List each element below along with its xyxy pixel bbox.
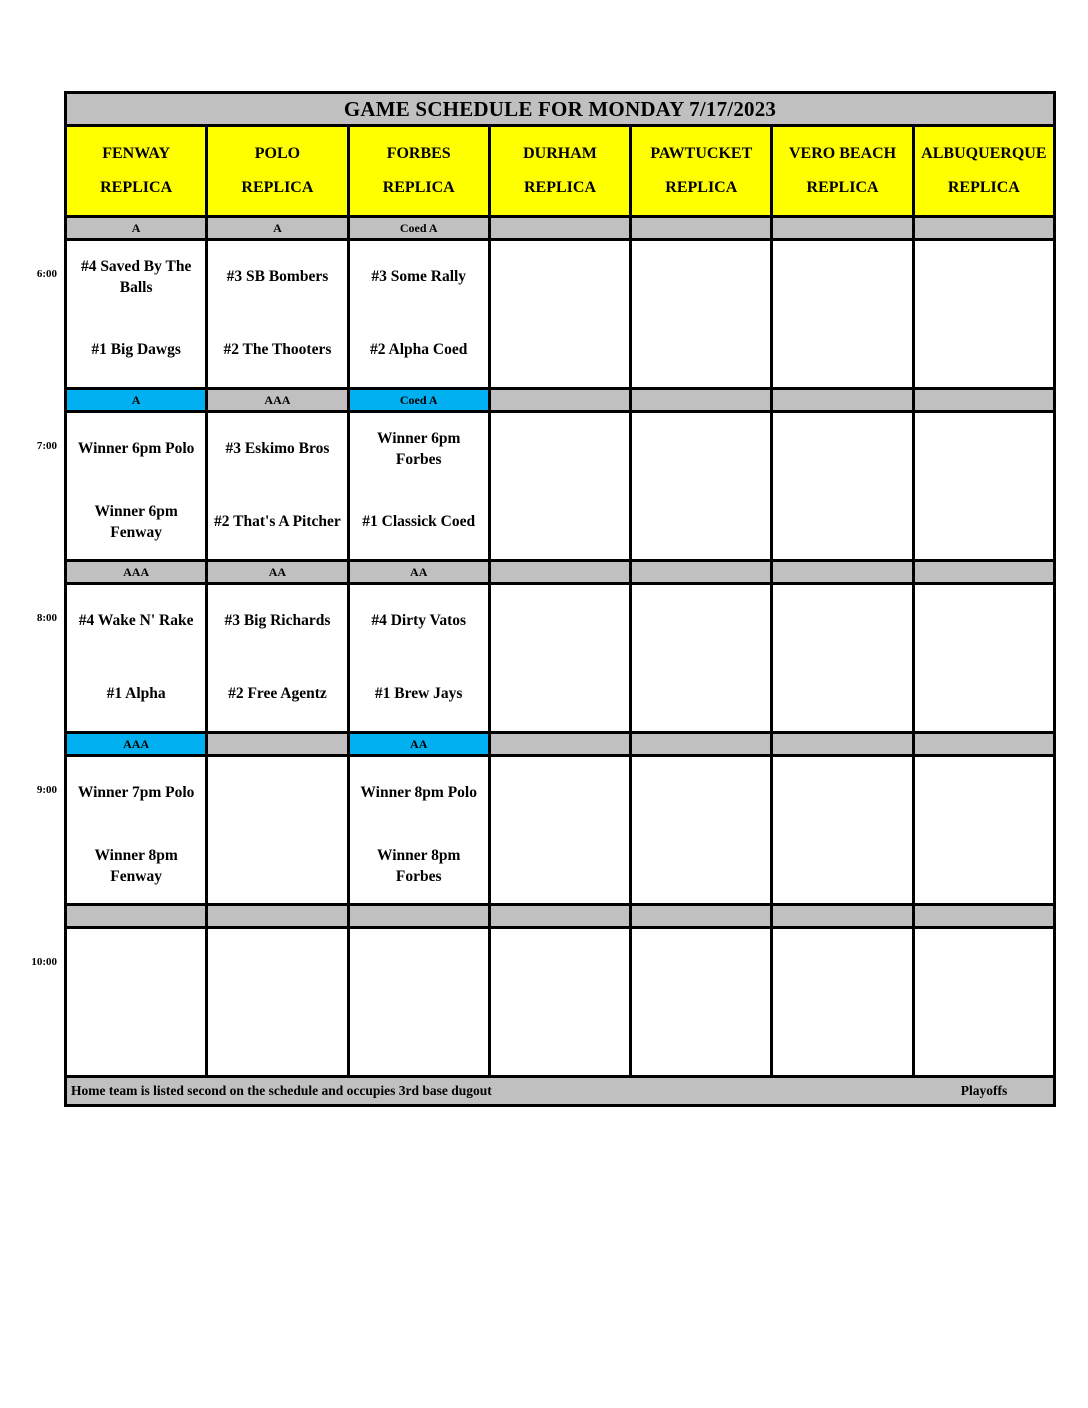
venue-sub: REPLICA: [806, 179, 879, 196]
game-cell: [350, 929, 488, 1075]
home-team: Winner 8pm Fenway: [94, 847, 178, 885]
venue-name: DURHAM: [523, 145, 597, 162]
home-team: #1 Brew Jays: [374, 685, 463, 703]
home-team: [773, 658, 911, 731]
away-team: [915, 929, 1053, 1002]
game-cell: [67, 241, 205, 387]
away-team: [350, 929, 488, 1002]
game-cell: [915, 757, 1053, 903]
home-team: [632, 486, 770, 559]
division-row-6pm: [67, 218, 1053, 238]
column-header-pawtucket: [632, 127, 770, 215]
division-cell: [915, 390, 1053, 410]
game-cell: [67, 413, 205, 559]
division-cell: [208, 906, 346, 926]
away-team: [773, 585, 911, 658]
game-cell: [67, 585, 205, 731]
division-cell: [350, 906, 488, 926]
away-team: [632, 929, 770, 1002]
division-cell: [632, 562, 770, 582]
away-team: [208, 929, 346, 1002]
game-cell: [350, 413, 488, 559]
footer-bar: [67, 1078, 1053, 1104]
venue-sub: REPLICA: [382, 179, 455, 196]
game-cell: [632, 929, 770, 1075]
home-team: [491, 1002, 629, 1075]
venue-name: VERO BEACH: [789, 145, 897, 162]
home-team: [491, 314, 629, 387]
division-cell: [632, 734, 770, 754]
venue-name: PAWTUCKET: [650, 145, 753, 162]
game-cell: [632, 585, 770, 731]
venue-sub: REPLICA: [665, 179, 738, 196]
home-team: [632, 1002, 770, 1075]
away-team: #4 Dirty Vatos: [371, 612, 467, 630]
column-header-forbes: [350, 127, 488, 215]
home-team: [67, 1002, 205, 1075]
game-cell: [491, 757, 629, 903]
home-team: #2 The Thooters: [223, 341, 332, 359]
playoffs-label: Playoffs: [960, 1083, 1008, 1098]
home-team: #2 Free Agentz: [228, 685, 327, 703]
away-team: #3 Some Rally: [371, 268, 467, 286]
division-cell: [773, 734, 911, 754]
division-row-10pm: [67, 906, 1053, 926]
division-cell: [632, 218, 770, 238]
division-cell: A: [67, 390, 205, 410]
home-team: [632, 658, 770, 731]
home-team: [915, 486, 1053, 559]
game-cell: [773, 413, 911, 559]
home-team: Winner 6pm Fenway: [94, 503, 178, 541]
home-team: [491, 486, 629, 559]
away-team: [491, 585, 629, 658]
column-header-albuquerque: [915, 127, 1053, 215]
home-team: [632, 830, 770, 903]
column-header-durham: [491, 127, 629, 215]
home-team: #1 Alpha: [106, 685, 166, 703]
venue-name: FORBES: [386, 145, 451, 162]
game-row-10pm: [67, 929, 1053, 1075]
home-team: #1 Classick Coed: [362, 513, 476, 531]
schedule-title: GAME SCHEDULE FOR MONDAY 7/17/2023: [67, 94, 1053, 124]
away-team: #4 Wake N' Rake: [78, 612, 194, 630]
away-team: [773, 929, 911, 1002]
home-team: [773, 314, 911, 387]
home-team: Winner 8pm Forbes: [377, 847, 461, 885]
game-cell: [632, 413, 770, 559]
game-cell: [208, 585, 346, 731]
game-row-9pm: [67, 757, 1053, 903]
away-team: #4 Saved By The Balls: [80, 258, 192, 296]
division-cell: [773, 562, 911, 582]
division-cell: [491, 906, 629, 926]
away-team: Winner 6pm Forbes: [377, 430, 461, 468]
away-team: [491, 757, 629, 830]
game-cell: [67, 757, 205, 903]
division-row-9pm: [67, 734, 1053, 754]
venue-sub: REPLICA: [241, 179, 314, 196]
division-cell: [491, 562, 629, 582]
home-team: [773, 830, 911, 903]
away-team: #3 SB Bombers: [226, 268, 329, 286]
away-team: [632, 413, 770, 486]
division-cell: Coed A: [350, 390, 488, 410]
home-team: [632, 314, 770, 387]
division-cell: [208, 734, 346, 754]
division-cell: [915, 562, 1053, 582]
column-header-fenway: [67, 127, 205, 215]
home-team: #1 Big Dawgs: [91, 341, 181, 359]
game-row-8pm: [67, 585, 1053, 731]
column-header-polo: [208, 127, 346, 215]
division-cell: [773, 906, 911, 926]
division-cell: AAA: [208, 390, 346, 410]
time-label: 7:00: [36, 440, 57, 452]
time-label: 9:00: [36, 784, 57, 796]
away-team: [915, 413, 1053, 486]
division-cell: AAA: [67, 562, 205, 582]
away-team: [915, 585, 1053, 658]
division-cell: AA: [350, 734, 488, 754]
venue-sub: REPLICA: [100, 179, 173, 196]
venue-name: POLO: [254, 145, 301, 162]
division-row-7pm: [67, 390, 1053, 410]
venue-sub: REPLICA: [523, 179, 596, 196]
away-team: [915, 241, 1053, 314]
game-cell: [208, 413, 346, 559]
game-cell: [67, 929, 205, 1075]
venue-sub: REPLICA: [947, 179, 1020, 196]
home-team: [915, 658, 1053, 731]
away-team: [491, 241, 629, 314]
schedule-table: [64, 91, 1056, 1107]
away-team: [915, 757, 1053, 830]
footer-note: Home team is listed second on the schedule and occupies 3rd base dugout: [71, 1083, 492, 1098]
game-cell: [773, 757, 911, 903]
division-cell: AA: [350, 562, 488, 582]
time-label: 8:00: [36, 612, 57, 624]
away-team: Winner 8pm Polo: [360, 784, 477, 802]
division-cell: AAA: [67, 734, 205, 754]
home-team: [915, 830, 1053, 903]
game-cell: [773, 585, 911, 731]
home-team: [773, 486, 911, 559]
game-cell: [491, 241, 629, 387]
time-label: 10:00: [31, 956, 57, 968]
away-team: [773, 757, 911, 830]
home-team: [915, 1002, 1053, 1075]
away-team: [632, 757, 770, 830]
division-row-8pm: [67, 562, 1053, 582]
game-cell: [632, 757, 770, 903]
division-cell: [773, 218, 911, 238]
away-team: Winner 7pm Polo: [77, 784, 195, 802]
game-cell: [773, 929, 911, 1075]
home-team: [208, 830, 346, 903]
away-team: [491, 413, 629, 486]
away-team: [632, 585, 770, 658]
home-team: [491, 830, 629, 903]
away-team: [773, 241, 911, 314]
game-cell: [632, 241, 770, 387]
game-cell: [491, 929, 629, 1075]
division-cell: [915, 906, 1053, 926]
away-team: Winner 6pm Polo: [77, 440, 195, 458]
division-cell: [915, 734, 1053, 754]
division-cell: [67, 906, 205, 926]
division-cell: [632, 906, 770, 926]
division-cell: [632, 390, 770, 410]
game-cell: [208, 241, 346, 387]
home-team: #2 Alpha Coed: [370, 341, 468, 359]
division-cell: [915, 218, 1053, 238]
home-team: [491, 658, 629, 731]
game-cell: [208, 757, 346, 903]
game-cell: [915, 413, 1053, 559]
game-cell: [350, 585, 488, 731]
game-cell: [773, 241, 911, 387]
home-team: [208, 1002, 346, 1075]
division-cell: AA: [208, 562, 346, 582]
game-cell: [350, 241, 488, 387]
away-team: [67, 929, 205, 1002]
away-team: [491, 929, 629, 1002]
game-cell: [208, 929, 346, 1075]
division-cell: [491, 390, 629, 410]
venue-name: ALBUQUERQUE: [921, 145, 1047, 162]
game-cell: [915, 241, 1053, 387]
division-cell: Coed A: [350, 218, 488, 238]
time-label: 6:00: [36, 268, 57, 280]
column-header-row: [67, 127, 1053, 215]
game-cell: [491, 413, 629, 559]
column-header-vero-beach: [773, 127, 911, 215]
home-team: #2 That's A Pitcher: [214, 513, 341, 531]
game-row-7pm: [67, 413, 1053, 559]
away-team: #3 Big Richards: [224, 612, 331, 630]
division-cell: [773, 390, 911, 410]
home-team: [915, 314, 1053, 387]
game-cell: [350, 757, 488, 903]
division-cell: [491, 734, 629, 754]
game-cell: [915, 585, 1053, 731]
home-team: [773, 1002, 911, 1075]
division-cell: A: [67, 218, 205, 238]
away-team: [773, 413, 911, 486]
game-cell: [915, 929, 1053, 1075]
away-team: [208, 757, 346, 830]
home-team: [350, 1002, 488, 1075]
game-row-6pm: [67, 241, 1053, 387]
venue-name: FENWAY: [102, 145, 171, 162]
away-team: #3 Eskimo Bros: [225, 440, 330, 458]
away-team: [632, 241, 770, 314]
division-cell: [491, 218, 629, 238]
division-cell: A: [208, 218, 346, 238]
game-cell: [491, 585, 629, 731]
